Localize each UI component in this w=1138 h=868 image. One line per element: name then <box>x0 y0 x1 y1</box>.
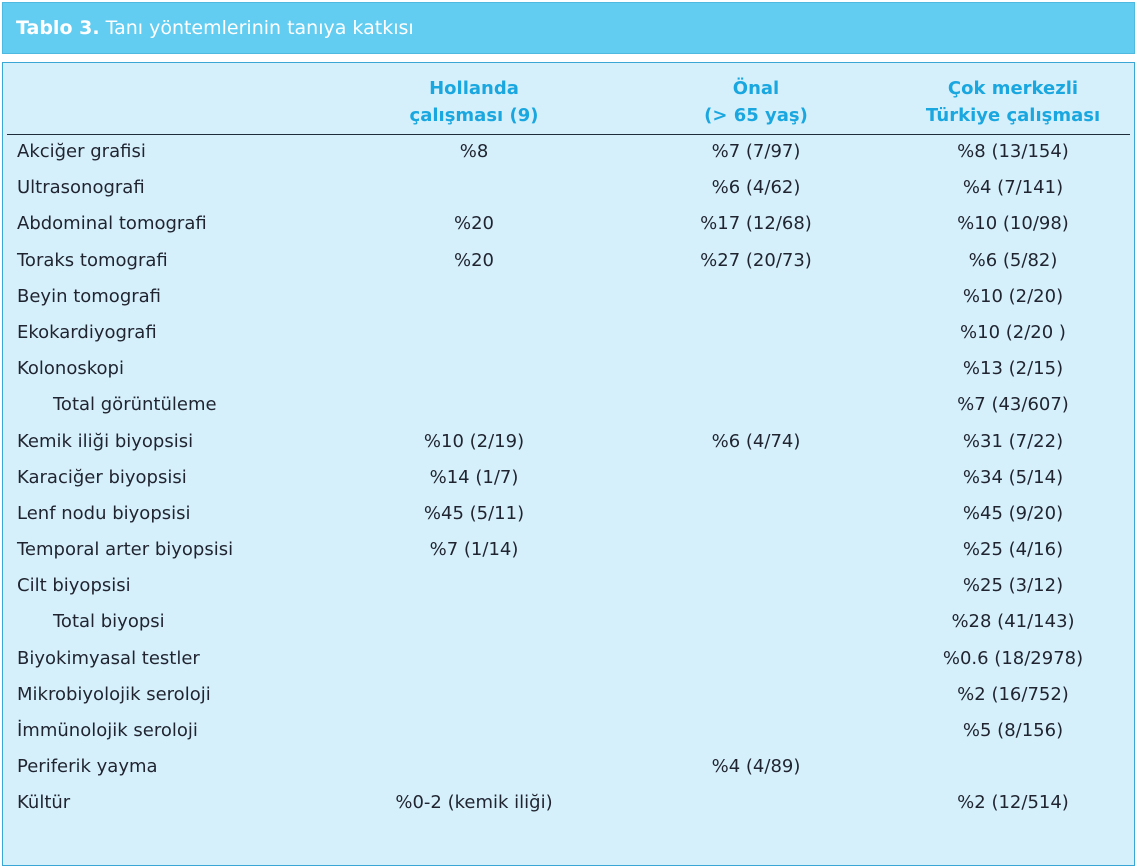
table-row <box>3 533 1134 569</box>
table-cell: %20 <box>453 213 494 235</box>
table-cell: %28 (41/143) <box>951 611 1075 633</box>
table-row <box>3 750 1134 786</box>
table-row <box>3 425 1134 461</box>
row-label: Temporal arter biyopsisi <box>17 539 234 561</box>
row-label: Total görüntüleme <box>53 394 217 416</box>
table-cell: %6 (4/62) <box>711 177 801 199</box>
table-row <box>3 352 1134 388</box>
table-cell: %20 <box>453 249 494 271</box>
column-header-line: çalışması (9) <box>409 105 539 126</box>
table-title-bar <box>2 2 1135 54</box>
row-label: Cilt biyopsisi <box>17 575 131 597</box>
row-label: Periferik yayma <box>17 756 158 778</box>
row-label: Mikrobiyolojik seroloji <box>17 683 211 705</box>
table-cell: %27 (20/73) <box>700 249 812 271</box>
row-label: Kemik iliği biyopsisi <box>17 430 194 452</box>
row-label: Ekokardiyografi <box>17 321 157 343</box>
table-cell: %34 (5/14) <box>962 466 1064 488</box>
row-label: Lenf nodu biyopsisi <box>17 502 191 524</box>
column-header-turkiye <box>898 75 1128 129</box>
table-row <box>3 316 1134 352</box>
table-row <box>3 171 1134 207</box>
table-cell: %4 (7/141) <box>962 177 1064 199</box>
table-cell: %7 (1/14) <box>429 539 519 561</box>
row-label: Kolonoskopi <box>17 358 124 380</box>
row-label: Ultrasonografi <box>17 177 145 199</box>
column-header-line: Çok merkezli <box>947 78 1079 99</box>
table-row <box>3 569 1134 605</box>
column-header-line: (> 65 yaş) <box>704 105 808 126</box>
table-row <box>3 678 1134 714</box>
table-cell: %2 (12/514) <box>957 792 1069 814</box>
table-cell: %5 (8/156) <box>962 720 1064 741</box>
table-cell: %13 (2/15) <box>962 358 1064 380</box>
table-cell: %0-2 (kemik iliği) <box>395 792 553 814</box>
table-row <box>3 714 1134 750</box>
column-header-line: Hollanda <box>429 78 519 99</box>
table-cell: %8 (13/154) <box>957 141 1069 162</box>
table-cell: %4 (4/89) <box>711 756 801 778</box>
table-cell: %25 (4/16) <box>962 539 1064 561</box>
table-cell: %25 (3/12) <box>962 575 1064 597</box>
row-label: Kültür <box>17 792 71 814</box>
table-header <box>3 75 1134 131</box>
table-cell: %8 <box>459 141 489 162</box>
table-row <box>3 135 1134 171</box>
table-cell: %45 (5/11) <box>423 502 525 524</box>
table-cell: %6 (5/82) <box>968 249 1058 271</box>
table-row <box>3 388 1134 424</box>
table-cell: %7 (7/97) <box>711 141 801 162</box>
table-cell: %10 (2/20 ) <box>960 321 1066 343</box>
table-row <box>3 207 1134 243</box>
table-cell: %0.6 (18/2978) <box>942 647 1084 669</box>
table-cell: %45 (9/20) <box>962 502 1064 524</box>
table-cell: %2 (16/752) <box>957 683 1069 705</box>
column-header-hollanda <box>359 75 589 129</box>
table-row <box>3 244 1134 280</box>
column-header-onal <box>641 75 871 129</box>
row-label: Akciğer grafisi <box>17 141 146 162</box>
row-label: Total biyopsi <box>53 611 165 633</box>
table-number: Tablo 3. <box>16 17 100 39</box>
table-cell: %7 (43/607) <box>957 394 1069 416</box>
table-cell: %31 (7/22) <box>962 430 1064 452</box>
table-row <box>3 786 1134 822</box>
table-cell: %6 (4/74) <box>711 430 801 452</box>
row-label: Biyokimyasal testler <box>17 647 200 669</box>
column-header-line: Türkiye çalışması <box>925 105 1101 126</box>
row-label: Abdominal tomografi <box>17 213 207 235</box>
table-title: Tanı yöntemlerinin tanıya katkısı <box>105 17 414 39</box>
table-cell: %10 (2/19) <box>423 430 525 452</box>
table-body <box>3 135 1134 823</box>
table-row <box>3 605 1134 641</box>
row-label: İmmünolojik seroloji <box>17 720 198 741</box>
table-row <box>3 461 1134 497</box>
table-cell: %14 (1/7) <box>429 466 519 488</box>
table-panel <box>2 62 1135 866</box>
row-label: Beyin tomografi <box>17 285 162 307</box>
table-cell: %10 (2/20) <box>962 285 1064 307</box>
table-cell: %17 (12/68) <box>700 213 812 235</box>
table-row <box>3 280 1134 316</box>
row-label: Toraks tomografi <box>17 249 168 271</box>
table-row <box>3 497 1134 533</box>
row-label: Karaciğer biyopsisi <box>17 466 187 488</box>
table-row <box>3 642 1134 678</box>
table-cell: %10 (10/98) <box>957 213 1069 235</box>
column-header-line: Önal <box>732 78 780 99</box>
